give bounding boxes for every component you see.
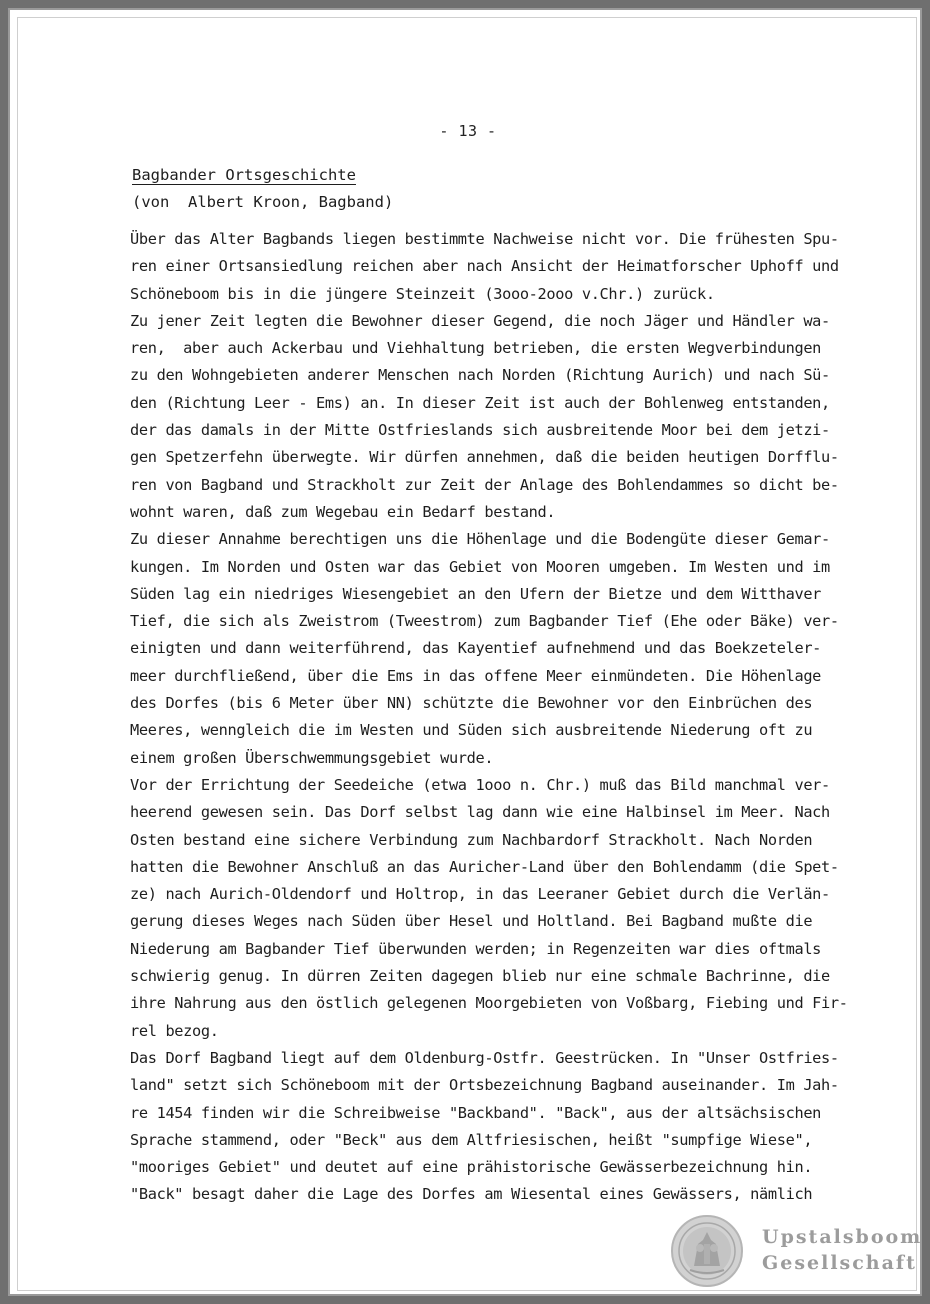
text-line: Schöneboom bis in die jüngere Steinzeit (3ooo-2ooo v.Chr.) zurück. <box>130 284 715 303</box>
text-line: einigten und dann weiterführend, das Kayentief aufnehmend und das Boekzeteler- <box>130 639 822 658</box>
text-line: kungen. Im Norden und Osten war das Gebiet von Mooren umgeben. Im Westen und im <box>130 557 830 576</box>
logo-line-2: Gesellschaft <box>762 1252 917 1274</box>
text-line: Vor der Errichtung der Seedeiche (etwa 1ooo n. Chr.) muß das Bild manchmal ver- <box>130 775 830 794</box>
text-line: "Back" besagt daher die Lage des Dorfes am Wiesental eines Gewässers, nämlich <box>130 1185 813 1204</box>
text-line: des Dorfes (bis 6 Meter über NN) schützte die Bewohner vor den Einbrüchen des <box>130 694 813 713</box>
publisher-logo <box>670 1214 923 1288</box>
text-line: ren von Bagband und Strackholt zur Zeit der Anlage des Bohlendammes so dicht be- <box>130 475 839 494</box>
text-line: Zu dieser Annahme berechtigen uns die Höhenlage und die Bodengüte dieser Gemar- <box>130 530 830 549</box>
text-line: "mooriges Gebiet" und deutet auf eine prähistorische Gewässerbezeichnung hin. <box>130 1158 813 1177</box>
text-line: gerung dieses Weges nach Süden über Hesel und Holtland. Bei Bagband mußte die <box>130 912 813 931</box>
text-line: der das damals in der Mitte Ostfrieslands sich ausbreitende Moor bei dem jetzi- <box>130 421 830 440</box>
text-line: gen Spetzerfehn überwegte. Wir dürfen annehmen, daß die beiden heutigen Dorfflu- <box>130 448 839 467</box>
seal-icon <box>670 1214 744 1288</box>
page-number: - 13 - <box>439 122 497 140</box>
text-line: ze) nach Aurich-Oldendorf und Holtrop, in das Leeraner Gebiet durch die Verlän- <box>130 885 830 904</box>
text-line: schwierig genug. In dürren Zeiten dagegen blieb nur eine schmale Bachrinne, die <box>130 967 830 986</box>
text-line: Über das Alter Bagbands liegen bestimmte Nachweise nicht vor. Die frühesten Spu- <box>130 230 839 248</box>
text-line: land" setzt sich Schöneboom mit der Ortsbezeichnung Bagband auseinander. Im Jah- <box>130 1076 839 1095</box>
text-line: Süden lag ein niedriges Wiesengebiet an den Ufern der Bietze und dem Witthaver <box>130 584 822 603</box>
text-line: Das Dorf Bagband liegt auf dem Oldenburg-Ostfr. Geestrücken. In "Unser Ostfries- <box>130 1048 839 1067</box>
text-line: meer durchfließend, über die Ems in das offene Meer einmündeten. Die Höhenlage <box>130 666 822 685</box>
document-page <box>17 17 923 1291</box>
text-line: hatten die Bewohner Anschluß an das Auricher-Land über den Bohlendamm (die Spet- <box>130 857 839 876</box>
text-line: zu den Wohngebieten anderer Menschen nach Norden (Richtung Aurich) und nach Sü- <box>130 366 830 385</box>
text-line: einem großen Überschwemmungsgebiet wurde. <box>130 748 494 767</box>
text-line: ren einer Ortsansiedlung reichen aber nach Ansicht der Heimatforscher Uphoff und <box>130 257 839 276</box>
logo-line-1: Upstalsboom <box>762 1226 923 1248</box>
logo-wordmark <box>762 1224 922 1276</box>
text-line: den (Richtung Leer - Ems) an. In dieser Zeit ist auch der Bohlenweg entstanden, <box>130 393 830 412</box>
section-heading: Bagbander Ortsgeschichte <box>132 166 356 184</box>
document-frame <box>8 8 922 1296</box>
text-line: ren, aber auch Ackerbau und Viehhaltung betrieben, die ersten Wegverbindungen <box>130 339 822 358</box>
text-line: Niederung am Bagbander Tief überwunden werden; in Regenzeiten war dies oftmals <box>130 939 822 958</box>
text-line: Zu jener Zeit legten die Bewohner dieser Gegend, die noch Jäger und Händler wa- <box>130 311 830 330</box>
text-line: Meeres, wenngleich die im Westen und Süden sich ausbreitende Niederung oft zu <box>130 721 813 740</box>
text-line: ihre Nahrung aus den östlich gelegenen Moorgebieten von Voßbarg, Fiebing und Fir- <box>130 994 848 1013</box>
text-line: Sprache stammend, oder "Beck" aus dem Altfriesischen, heißt "sumpfige Wiese", <box>130 1130 813 1149</box>
byline: (von Albert Kroon, Bagband) <box>132 193 394 211</box>
text-line: Osten bestand eine sichere Verbindung zum Nachbardorf Strackholt. Nach Norden <box>130 830 813 849</box>
text-line: wohnt waren, daß zum Wegebau ein Bedarf bestand. <box>130 502 556 521</box>
text-line: heerend gewesen sein. Das Dorf selbst lag dann wie eine Halbinsel im Meer. Nach <box>130 803 830 822</box>
text-line: Tief, die sich als Zweistrom (Tweestrom) zum Bagbander Tief (Ehe oder Bäke) ver- <box>130 612 839 631</box>
body-text <box>130 226 850 1209</box>
text-line: rel bezog. <box>130 1021 219 1040</box>
text-line: re 1454 finden wir die Schreibweise "Backband". "Back", aus der altsächsischen <box>130 1103 822 1122</box>
